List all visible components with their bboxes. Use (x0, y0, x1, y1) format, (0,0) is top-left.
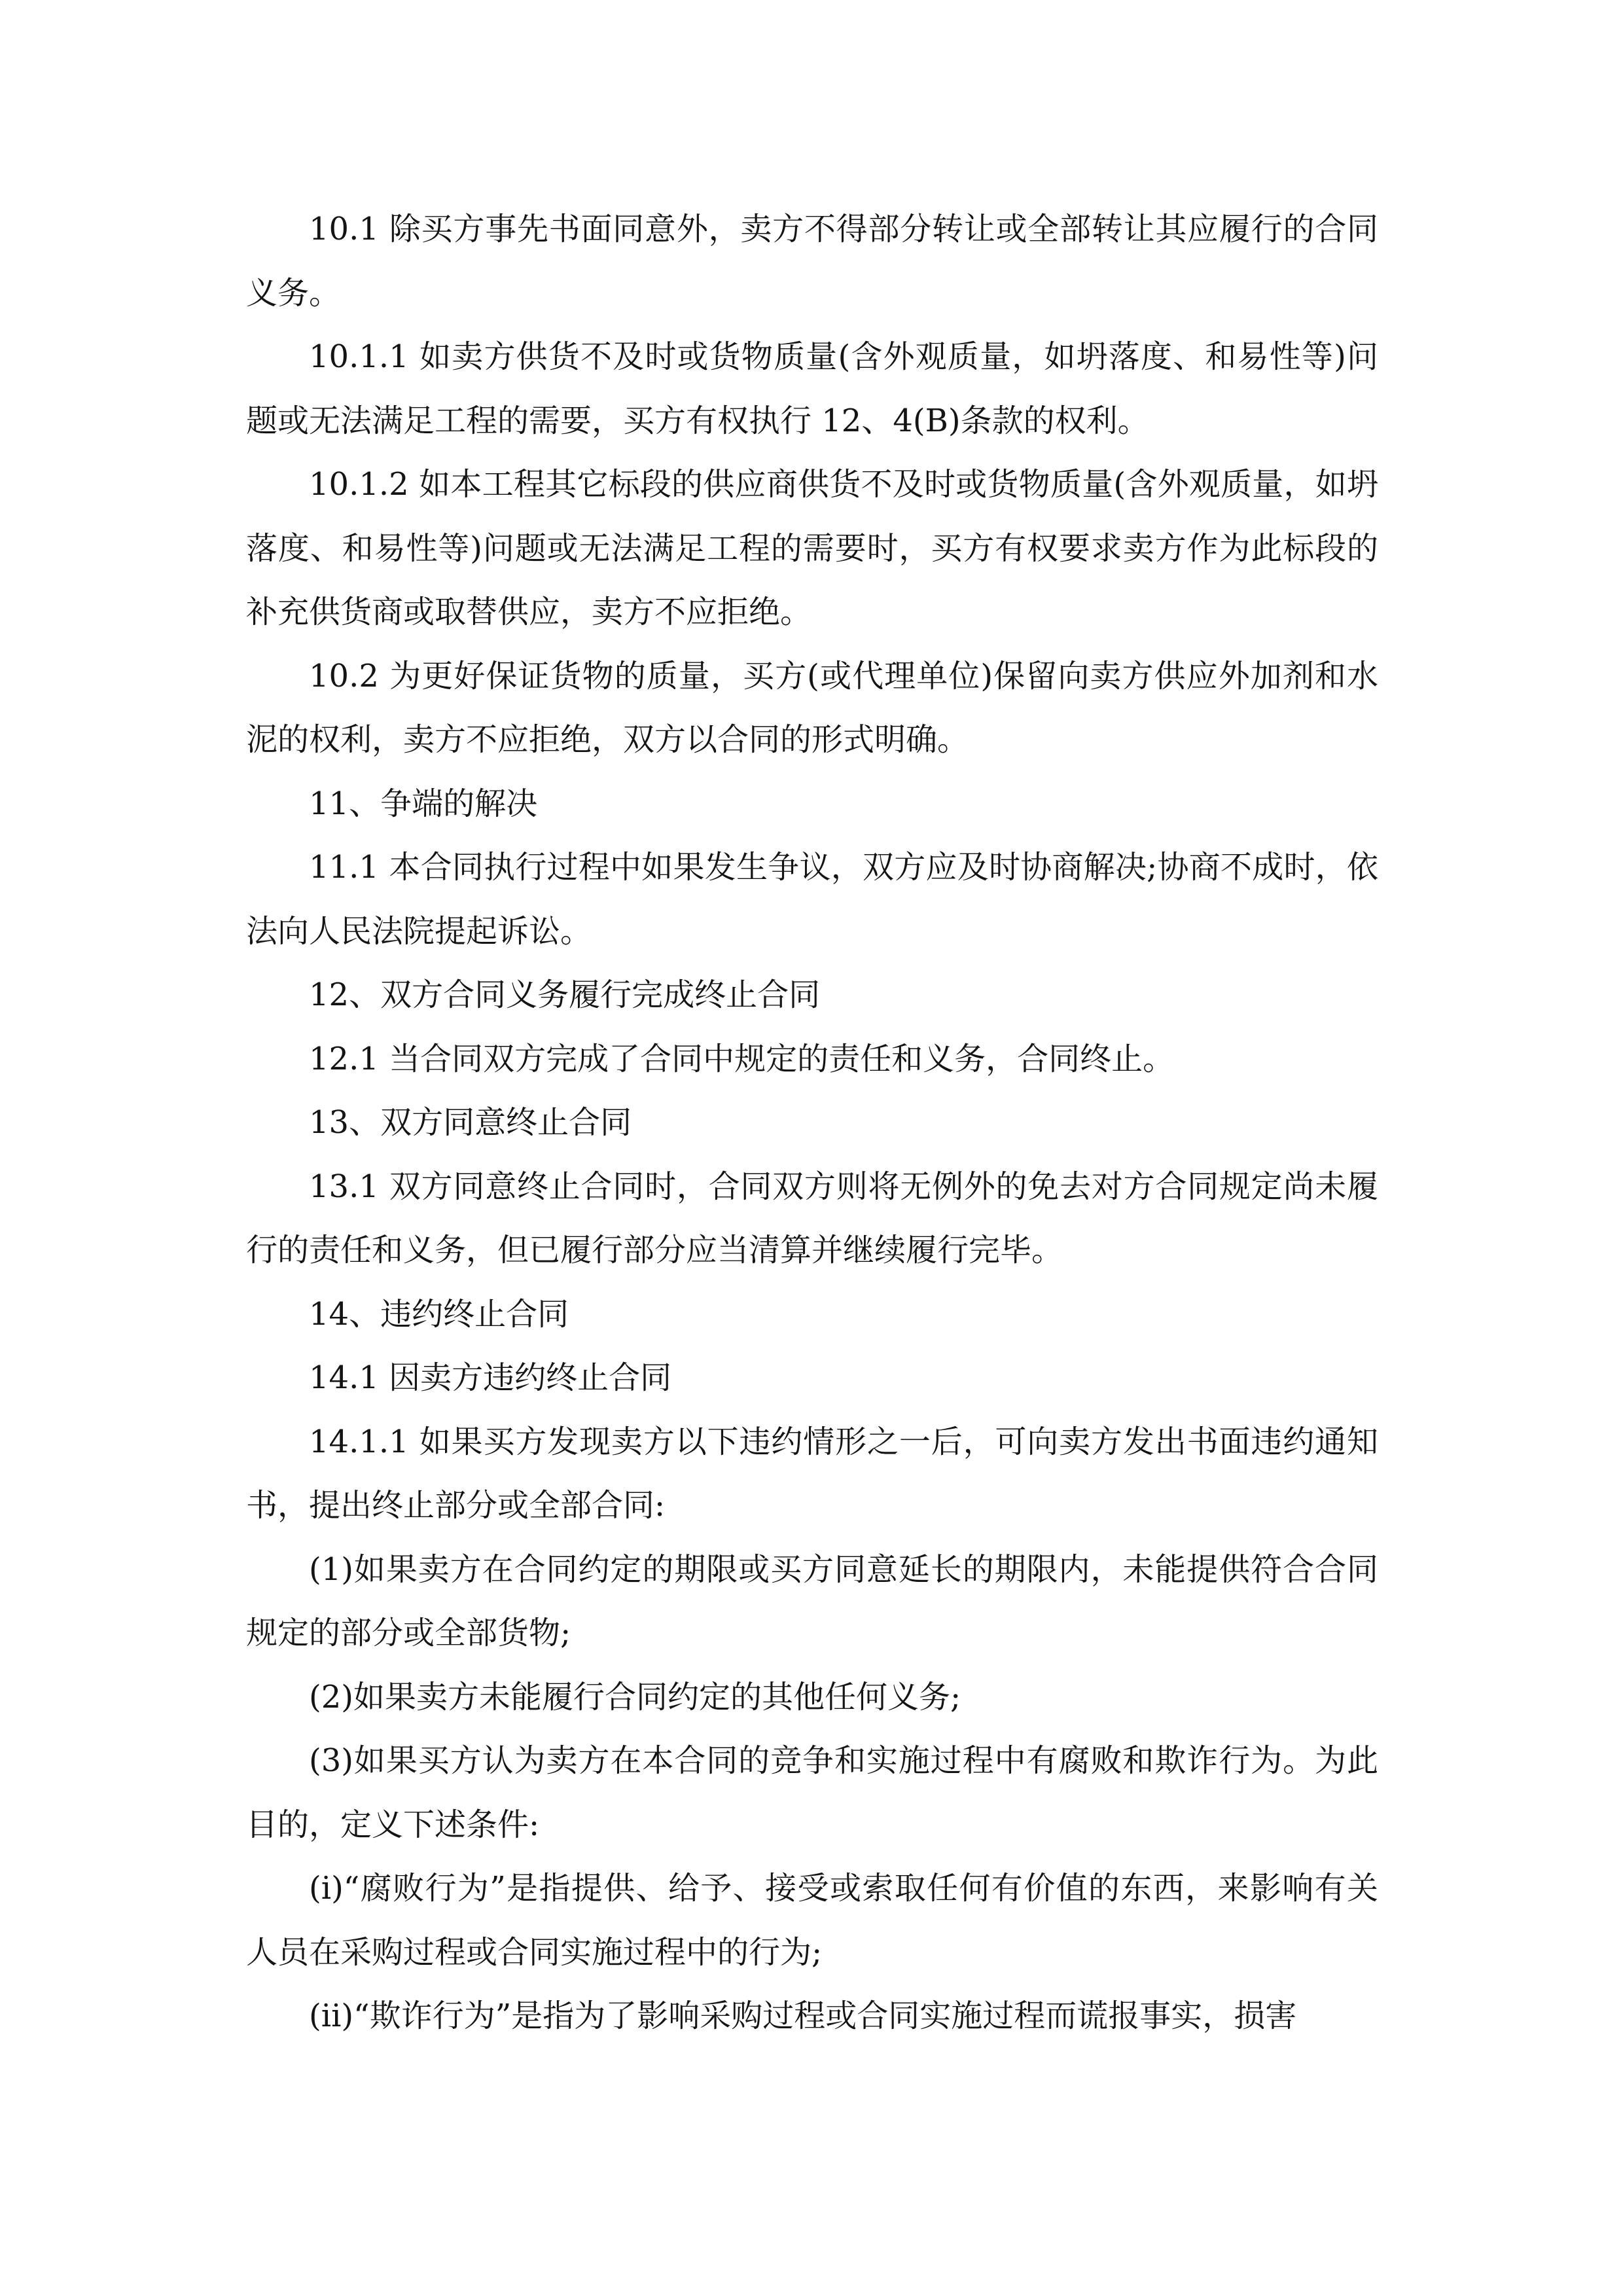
section-12-heading: 12、双方合同义务履行完成终止合同 (309, 977, 821, 1013)
clause-12-1: 12.1 当合同双方完成了合同中规定的责任和义务，合同终止。 (309, 1040, 1175, 1077)
item-i: (i)“腐败行为”是指提供、给予、接受或索取任何有价值的东西，来影响有关人员在采购过程或合同实施过程中的行为; (246, 1870, 1378, 1971)
item-1: (1)如果卖方在合同约定的期限或买方同意延长的期限内，未能提供符合合同规定的部分或全部货物; (246, 1551, 1378, 1651)
item-ii: (ii)“欺诈行为”是指为了影响采购过程或合同实施过程而谎报事实，损害 (309, 1998, 1297, 2034)
section-14-heading: 14、违约终止合同 (309, 1295, 569, 1333)
clause-14-1: 14.1 因卖方违约终止合同 (309, 1359, 672, 1396)
clause-11-1: 11.1 本合同执行过程中如果发生争议，双方应及时协商解决;协商不成时，依法向人民法院提起诉讼。 (246, 849, 1378, 950)
clause-10-1-2: 10.1.2 如本工程其它标段的供应商供货不及时或货物质量(含外观质量，如坍落度、和易性等)问题或无法满足工程的需要时，买方有权要求卖方作为此标段的补充供货商或取替供应，卖方不应拒绝。 (246, 466, 1378, 630)
section-11-heading: 11、争端的解决 (309, 785, 538, 822)
clause-13-1: 13.1 双方同意终止合同时，合同双方则将无例外的免去对方合同规定尚未履行的责任和义务，但已履行部分应当清算并继续履行完毕。 (246, 1168, 1378, 1268)
item-3: (3)如果买方认为卖方在本合同的竞争和实施过程中有腐败和欺诈行为。为此目的，定义下述条件: (246, 1742, 1378, 1843)
clause-14-1-1: 14.1.1 如果买方发现卖方以下违约情形之一后，可向卖方发出书面违约通知书，提出终止部分或全部合同: (246, 1423, 1378, 1524)
clause-10-1: 10.1 除买方事先书面同意外，卖方不得部分转让或全部转让其应履行的合同义务。 (246, 211, 1378, 312)
clause-10-1-1: 10.1.1 如卖方供货不及时或货物质量(含外观质量，如坍落度、和易性等)问题或无法满足工程的需要，买方有权执行 12、4(B)条款的权利。 (246, 338, 1378, 439)
item-2: (2)如果卖方未能履行合同约定的其他任何义务; (309, 1678, 961, 1715)
clause-10-2: 10.2 为更好保证货物的质量，买方(或代理单位)保留向卖方供应外加剂和水泥的权利，卖方不应拒绝，双方以合同的形式明确。 (246, 657, 1378, 758)
section-13-heading: 13、双方同意终止合同 (309, 1104, 632, 1141)
document-body (246, 198, 1378, 2049)
